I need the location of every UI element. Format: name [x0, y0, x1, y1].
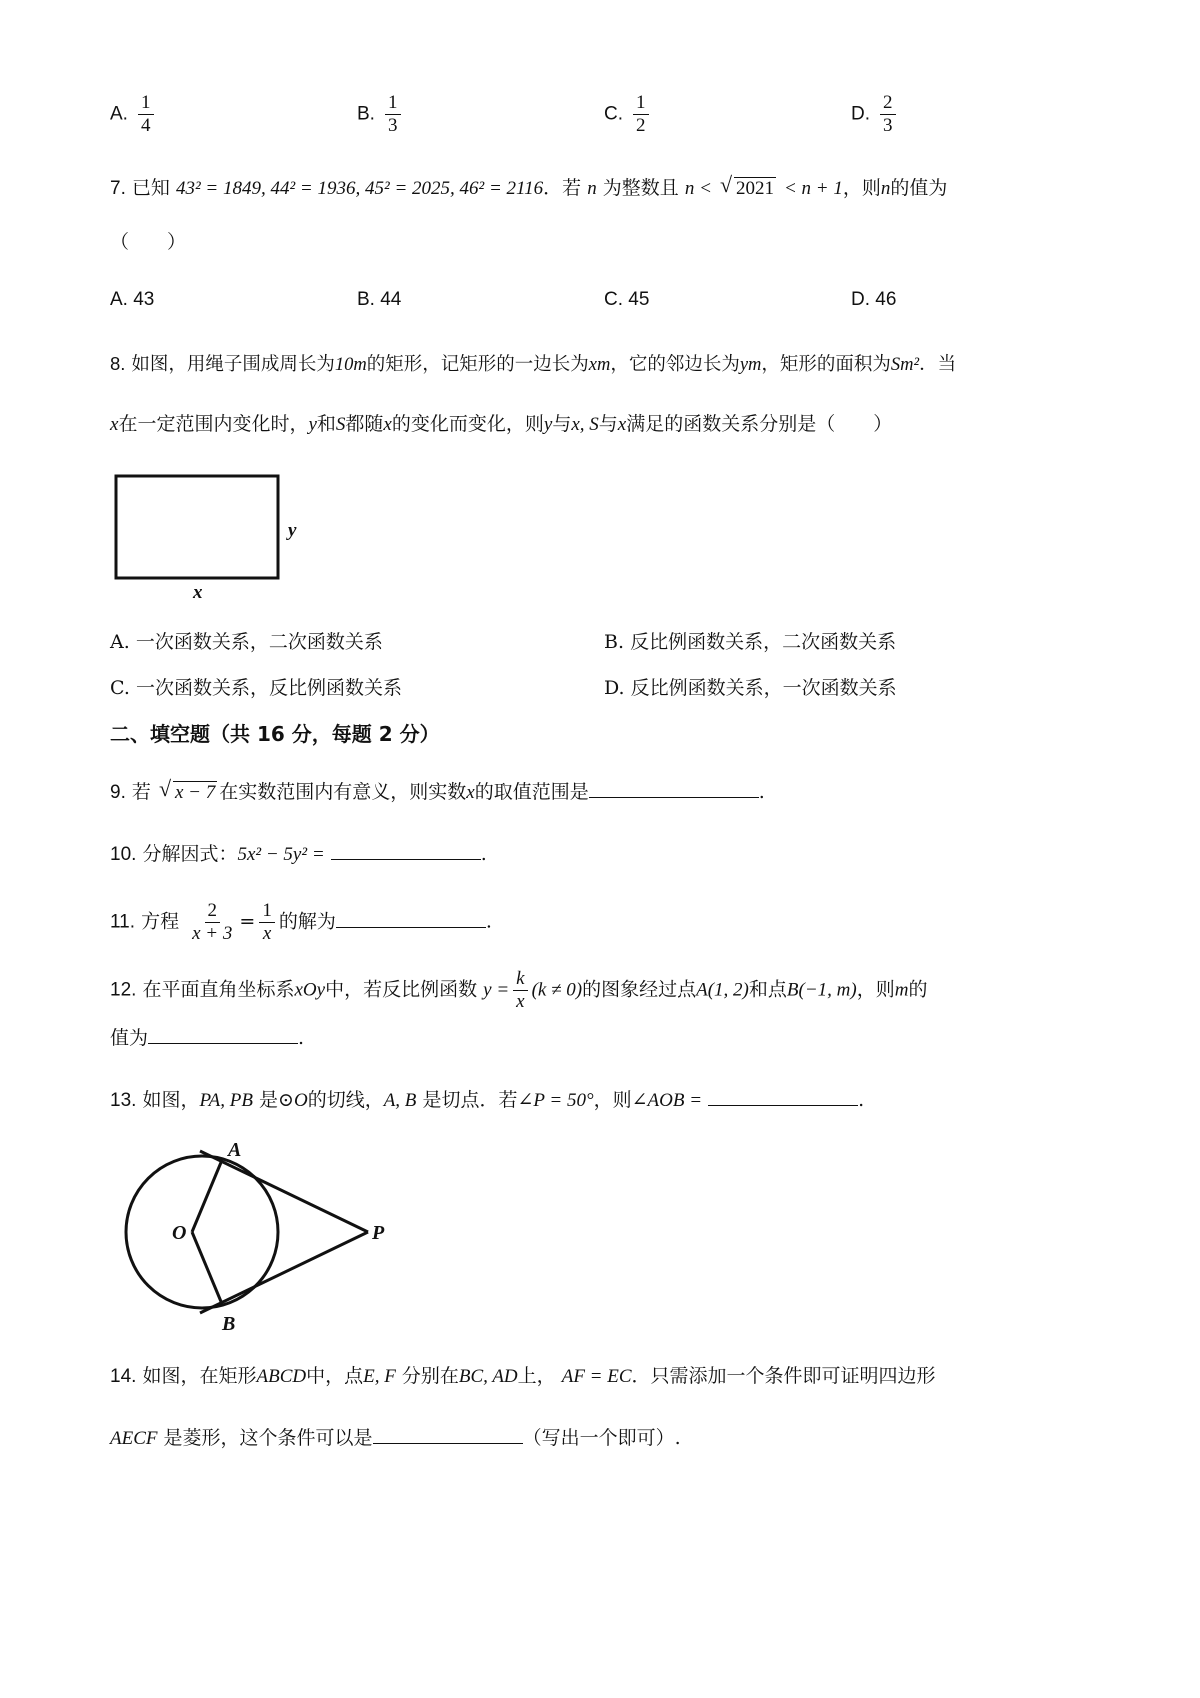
- q13-label-p: P: [372, 1222, 385, 1244]
- q8-option-d: D. 反比例函数关系，一次函数关系: [604, 677, 897, 699]
- option-fraction: $\frac{1}{2}$: [633, 92, 649, 137]
- q13-label-a: A: [228, 1139, 242, 1161]
- q10-answer-blank[interactable]: [331, 841, 481, 860]
- option-label: B.: [357, 103, 375, 125]
- q11-answer-blank[interactable]: [336, 909, 486, 928]
- q13-radius-ob: [192, 1232, 222, 1304]
- q11-fraction-left: $\frac{2}{x + 3}$: [192, 900, 233, 944]
- q11-stem: 11. 方程 $\frac{2}{x + 3}$ = $\frac{1}{x}$ 的解为 .: [110, 900, 492, 944]
- q11-fraction-right: $\frac{1}{x}$: [259, 900, 275, 945]
- q10-stem: 10. 分解因式：5x² − 5y² = .: [110, 843, 487, 865]
- q7-option-c: C. 45: [604, 289, 650, 310]
- q12-fraction: $\frac{k}{x}$: [513, 968, 527, 1013]
- q13-label-o: O: [172, 1222, 187, 1244]
- q8-stem-line1: 8. 如图，用绳子围成周长为10m的矩形，记矩形的一边长为xm，它的邻边长为ym，矩形的面积为Sm²．当: [110, 353, 957, 375]
- option-fraction: $\frac{2}{3}$: [880, 92, 896, 137]
- q8-rectangle: [116, 476, 278, 578]
- q8-label-y: y: [288, 520, 297, 541]
- q7-squares: 43² = 1849, 44² = 1936, 45² = 2025, 46² = 2116: [175, 178, 544, 199]
- q13-label-b: B: [222, 1313, 236, 1335]
- q8-label-x: x: [193, 582, 203, 600]
- q13-tangent-pa: [200, 1151, 368, 1232]
- section-heading: 二、填空题（共 16 分，每题 2 分）: [110, 722, 440, 746]
- q7-stem: 7. 已知 43² = 1849, 44² = 1936, 45² = 2025, 46² = 2116．若 n 为整数且 n < √ 2021 < n + 1，则n的值为: [110, 174, 1110, 203]
- q6-option-a: [110, 92, 158, 137]
- q7-sqrt: √ 2021: [720, 175, 776, 203]
- q7-option-b: B. 44: [357, 289, 402, 310]
- q8-option-a: A. 一次函数关系，二次函数关系: [110, 631, 383, 653]
- option-label: A.: [110, 103, 128, 125]
- q6-option-d: [851, 92, 900, 137]
- q7-option-a: A. 43: [110, 289, 155, 310]
- option-label: C.: [604, 103, 623, 125]
- q6-option-c: [604, 92, 653, 137]
- q6-option-b: [357, 92, 405, 137]
- q12-stem-line1: 12. 在平面直角坐标系xOy中，若反比例函数 y = $\frac{k}{x}$ (k ≠ 0)的图象经过点A(1, 2)和点B(−1, m)，则m的: [110, 968, 928, 1012]
- q7-option-d: D. 46: [851, 289, 897, 310]
- q13-stem: 13. 如图，PA, PB 是⊙O的切线，A, B 是切点．若∠P = 50°，则∠AOB = .: [110, 1089, 865, 1111]
- q14-answer-blank[interactable]: [373, 1425, 523, 1444]
- q13-tangent-pb: [200, 1232, 368, 1313]
- q8-option-b: B. 反比例函数关系，二次函数关系: [604, 631, 897, 653]
- q12-answer-blank[interactable]: [148, 1025, 298, 1044]
- option-label: D.: [851, 103, 870, 125]
- q14-stem-line2: AECF 是菱形，这个条件可以是 （写出一个即可）.: [110, 1427, 681, 1449]
- option-fraction: $\frac{1}{4}$: [138, 92, 154, 137]
- q7-paren: （ ）: [110, 231, 187, 253]
- q13-circle-tangent-figure: [110, 1135, 400, 1335]
- q8-rectangle-figure: [110, 470, 310, 600]
- q12-stem-line2: 值为 .: [110, 1027, 305, 1049]
- q13-answer-blank[interactable]: [708, 1087, 858, 1106]
- q9-stem: 9. 若 √ x − 7 在实数范围内有意义，则实数x的取值范围是 .: [110, 778, 1110, 807]
- q13-radius-oa: [192, 1160, 222, 1232]
- q14-stem-line1: 14. 如图，在矩形ABCD中，点E, F 分别在BC, AD上， AF = EC．只需添加一个条件即可证明四边形: [110, 1365, 936, 1387]
- q8-stem-line2: x在一定范围内变化时，y和S都随x的变化而变化，则y与x, S与x满足的函数关系分别是（ ）: [110, 413, 893, 435]
- q8-option-c: C. 一次函数关系，反比例函数关系: [110, 677, 402, 699]
- option-fraction: $\frac{1}{3}$: [385, 92, 401, 137]
- q9-answer-blank[interactable]: [589, 779, 759, 798]
- q9-sqrt: √ x − 7: [159, 779, 217, 807]
